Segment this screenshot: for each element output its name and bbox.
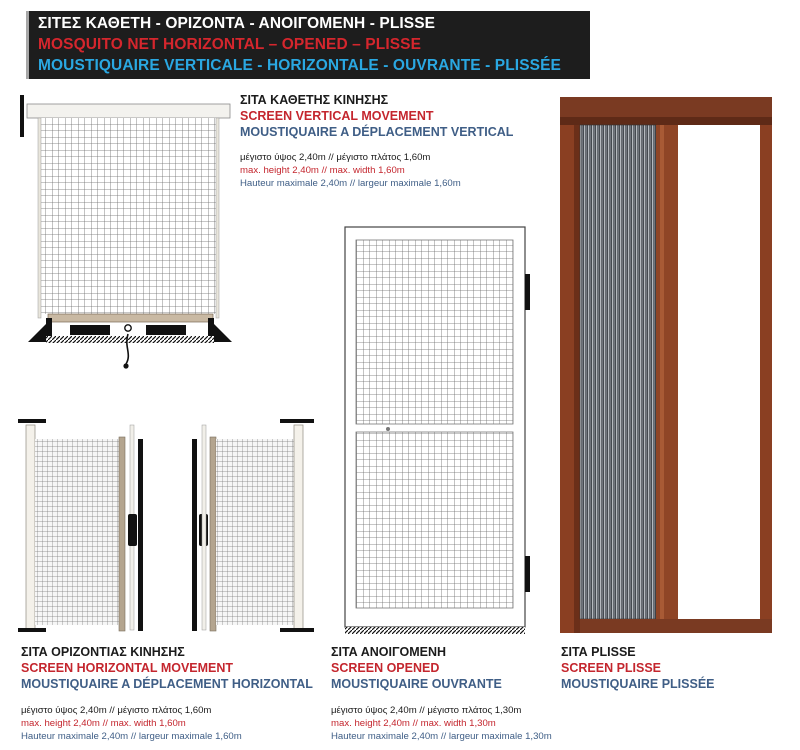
- plisse-title-french: MOUSTIQUAIRE PLISSÉE: [561, 677, 715, 691]
- vertical-spec-english: max. height 2,40m // max. width 1,60m: [240, 165, 405, 176]
- banner-edge: [26, 11, 29, 79]
- vertical-spec-french: Hauteur maximale 2,40m // largeur maximale 1,60m: [240, 178, 461, 189]
- plisse-screen-illustration: [560, 97, 772, 635]
- opened-spec-english: max. height 2,40m // max. width 1,30m: [331, 718, 496, 729]
- horizontal-spec-english: max. height 2,40m // max. width 1,60m: [21, 718, 186, 729]
- horizontal-title-french: MOUSTIQUAIRE A DÉPLACEMENT HORIZONTAL: [21, 677, 313, 691]
- banner-title-french: MOUSTIQUAIRE VERTICALE - HORIZONTALE - OUVRANTE - PLISSÉE: [38, 57, 561, 74]
- opened-title-greek: ΣΙΤΑ ΑΝΟΙΓΟΜΕΝΗ: [331, 645, 447, 659]
- opened-spec-french: Hauteur maximale 2,40m // largeur maximale 1,30m: [331, 731, 552, 742]
- plisse-title-english: SCREEN PLISSE: [561, 661, 662, 675]
- vertical-title-greek: ΣΙΤΑ ΚΑΘΕΤΗΣ ΚΙΝΗΣΗΣ: [240, 93, 389, 107]
- horizontal-title-greek: ΣΙΤΑ ΟΡΙΖΟΝΤΙΑΣ ΚΙΝΗΣΗΣ: [21, 645, 185, 659]
- banner-title-english: MOSQUITO NET HORIZONTAL – OPENED – PLISSE: [38, 36, 422, 53]
- vertical-screen-illustration: [20, 92, 232, 382]
- header-banner: [26, 11, 590, 79]
- horizontal-title-english: SCREEN HORIZONTAL MOVEMENT: [21, 661, 234, 675]
- opened-door-illustration: [344, 226, 534, 636]
- vertical-title-english: SCREEN VERTICAL MOVEMENT: [240, 109, 434, 123]
- vertical-spec-greek: μέγιστο ύψος 2,40m // μέγιστο πλάτος 1,60m: [240, 152, 431, 163]
- horizontal-screen-illustration: [18, 417, 318, 639]
- opened-title-english: SCREEN OPENED: [331, 661, 440, 675]
- opened-spec-greek: μέγιστο ύψος 2,40m // μέγιστο πλάτος 1,30m: [331, 705, 522, 716]
- vertical-title-french: MOUSTIQUAIRE A DÉPLACEMENT VERTICAL: [240, 125, 514, 139]
- banner-title-greek: ΣΙΤΕΣ ΚΑΘΕΤΗ - ΟΡΙΖΟΝΤΑ - ΑΝΟΙΓΟΜΕΝΗ - PLISSE: [38, 15, 436, 32]
- horizontal-spec-french: Hauteur maximale 2,40m // largeur maximale 1,60m: [21, 731, 242, 742]
- opened-title-french: MOUSTIQUAIRE OUVRANTE: [331, 677, 502, 691]
- plisse-title-greek: ΣΙΤΑ PLISSE: [561, 645, 636, 659]
- horizontal-spec-greek: μέγιστο ύψος 2,40m // μέγιστο πλάτος 1,60m: [21, 705, 212, 716]
